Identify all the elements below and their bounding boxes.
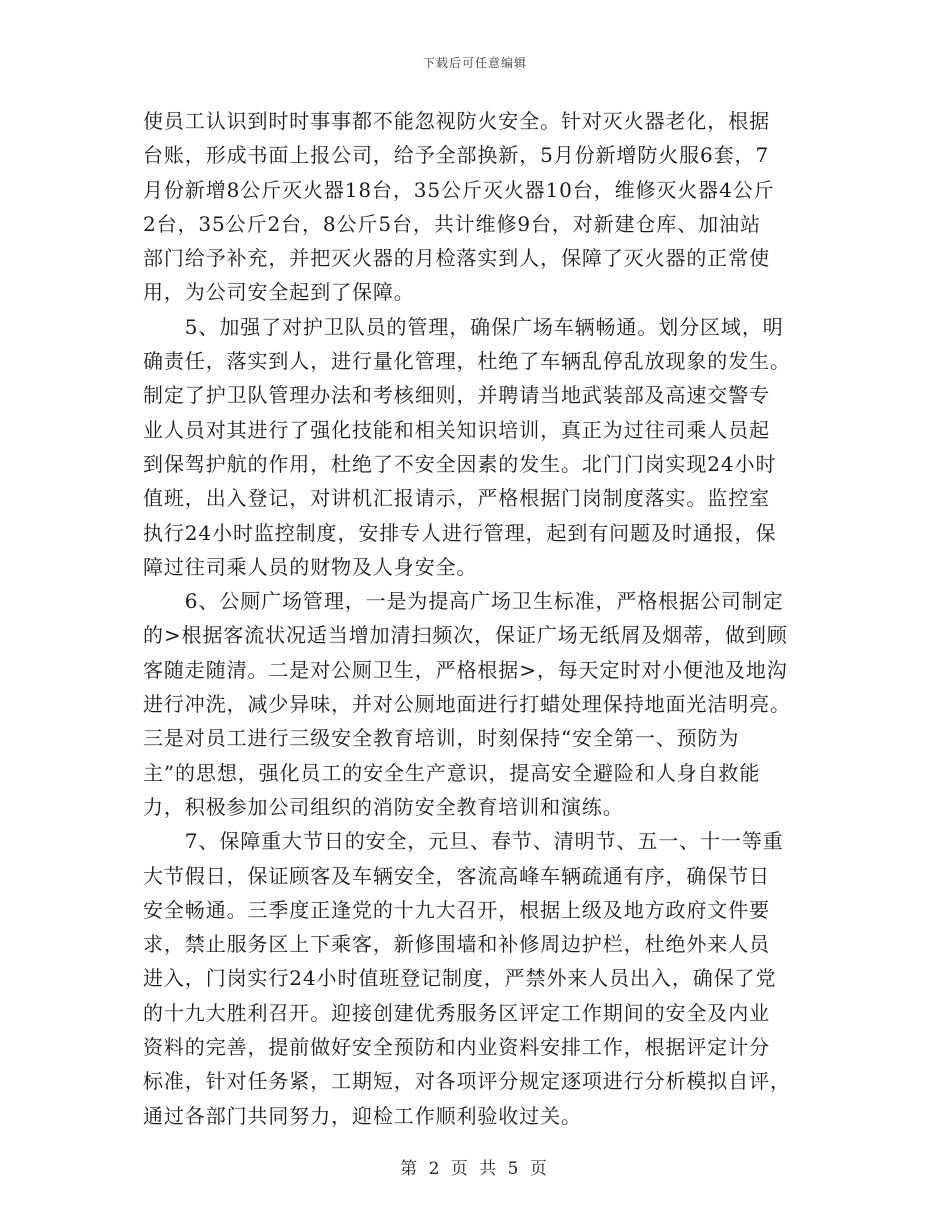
- text-line: 制定了护卫队管理办法和考核细则，并聘请当地武装部及高速交警专: [143, 383, 770, 408]
- text-line: 业人员对其进行了强化技能和相关知识培训，真正为过往司乘人员起: [143, 417, 770, 442]
- text-line: 力，积极参加公司组织的消防安全教育培训和演练。: [143, 794, 624, 819]
- text-line: 5、加强了对护卫队员的管理，确保广场车辆畅通。划分区域，明: [143, 314, 784, 339]
- body-text: [143, 104, 813, 1133]
- text-line: 到保驾护航的作用，杜绝了不安全因素的发生。北门门岗实现24小时: [143, 451, 777, 476]
- text-line: 的>根据客流状况适当增加清扫频次，保证广场无纸屑及烟蒂，做到顾: [143, 623, 788, 648]
- text-line: 月份新增8公斤灭火器18台，35公斤灭火器10台，维修灭火器4公斤: [143, 177, 775, 202]
- text-line: 使员工认识到时时事事都不能忽视防火安全。针对灭火器老化，根据: [143, 109, 770, 133]
- text-line: 客随走随清。二是对公厕卫生，严格根据>，每天定时对小便池及地沟: [143, 657, 788, 682]
- text-line: 标准，针对任务紧，工期短，对各项评分规定逐项进行分析模拟自评，: [143, 1069, 791, 1094]
- text-line: 进入，门岗实行24小时值班登记制度，严禁外来人员出入，确保了党: [143, 966, 777, 991]
- text-line: 执行24小时监控制度，安排专人进行管理，起到有问题及时通报，保: [143, 520, 777, 545]
- text-line: 2台，35公斤2台，8公斤5台，共计维修9台，对新建仓库、加油站: [143, 211, 761, 236]
- text-line: 通过各部门共同努力，迎检工作顺利验收过关。: [143, 1103, 582, 1128]
- text-line: 安全畅通。三季度正逢党的十九大召开，根据上级及地方政府文件要: [143, 897, 770, 922]
- text-line: 障过往司乘人员的财物及人身安全。: [143, 554, 478, 579]
- text-line: 确责任，落实到人，进行量化管理，杜绝了车辆乱停乱放现象的发生。: [143, 349, 791, 374]
- text-line: 进行冲洗，减少异味，并对公厕地面进行打蜡处理保持地面光洁明亮。: [143, 692, 791, 717]
- text-line: 大节假日，保证顾客及车辆安全，客流高峰车辆疏通有序，确保节日: [143, 863, 770, 888]
- page-footer: 第 2 页 共 5 页: [400, 1159, 550, 1179]
- text-line: 用，为公司安全起到了保障。: [143, 280, 415, 305]
- text-line: 值班，出入登记，对讲机汇报请示，严格根据门岗制度落实。监控室: [143, 486, 770, 511]
- text-line: 7、保障重大节日的安全，元旦、春节、清明节、五一、十一等重: [143, 829, 784, 854]
- text-line: 三是对员工进行三级安全教育培训，时刻保持“安全第一、预防为: [143, 726, 740, 751]
- text-line: 主”的思想，强化员工的安全生产意识，提高安全避险和人身自救能: [143, 760, 761, 785]
- text-line: 6、公厕广场管理，一是为提高广场卫生标准，严格根据公司制定: [143, 589, 784, 614]
- text-line: 资料的完善，提前做好安全预防和内业资料安排工作，根据评定计分: [143, 1035, 770, 1060]
- text-line: 台账，形成书面上报公司，给予全部换新，5月份新增防火服6套，7: [143, 143, 770, 168]
- text-line: 求，禁止服务区上下乘客，新修围墙和补修周边护栏，杜绝外来人员: [143, 932, 770, 957]
- text-line: 部门给予补充，并把灭火器的月检落实到人，保障了灭火器的正常使: [143, 246, 770, 271]
- page-header: 下载后可任意编辑: [422, 56, 527, 70]
- text-line: 的十九大胜利召开。迎接创建优秀服务区评定工作期间的安全及内业: [143, 1000, 770, 1025]
